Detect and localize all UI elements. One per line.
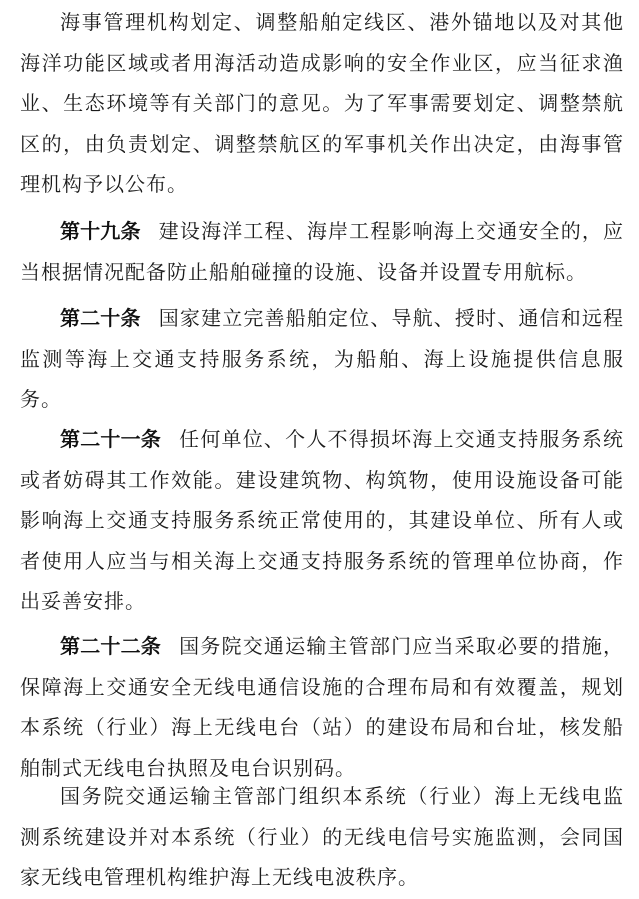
paragraph-text: 国务院交通运输主管部门组织本系统（行业）海上无线电监测系统建设并对本系统（行业）的无线电信号实施监测，会同国家无线电管理机构维护海上无线电波秩序。	[20, 784, 624, 889]
paragraph-text: 国务院交通运输主管部门应当采取必要的措施，保障海上交通安全无线电通信设施的合理布局和有效覆盖，规划本系统（行业）海上无线电台（站）的建设布局和台址，核发船舶制式无线电台执照及电台识别码。	[20, 634, 625, 780]
article-20-paragraph	[20, 298, 624, 420]
article-number: 第十九条	[60, 219, 141, 243]
paragraph-continuation	[20, 2, 624, 205]
article-number: 第二十条	[60, 306, 141, 330]
paragraph-text: 任何单位、个人不得损坏海上交通支持服务系统或者妨碍其工作效能。建设建筑物、构筑物，使用设施设备可能影响海上交通支持服务系统正常使用的，其建设单位、所有人或者使用人应当与相关海上交通支持服务系统的管理单位协商，作出妥善安排。	[20, 427, 625, 613]
article-22-paragraph	[20, 626, 624, 788]
article-number: 第二十一条	[60, 427, 161, 451]
article-number: 第二十二条	[60, 634, 161, 658]
paragraph-text: 建设海洋工程、海岸工程影响海上交通安全的，应当根据情况配备防止船舶碰撞的设施、设备并设置专用航标。	[20, 219, 625, 284]
paragraph-text: 国家建立完善船舶定位、导航、授时、通信和远程监测等海上交通支持服务系统，为船舶、海上设施提供信息服务。	[20, 306, 625, 411]
paragraph-text: 海事管理机构划定、调整船舶定线区、港外锚地以及对其他海洋功能区域或者用海活动造成影响的安全作业区，应当征求渔业、生态环境等有关部门的意见。为了军事需要划定、调整禁航区的，由负责划定、调整禁航区的军事机关作出决定，由海事管理机构予以公布。	[20, 10, 624, 196]
article-22-second-paragraph	[20, 776, 624, 898]
article-19-paragraph	[20, 211, 624, 292]
article-21-paragraph	[20, 419, 624, 622]
